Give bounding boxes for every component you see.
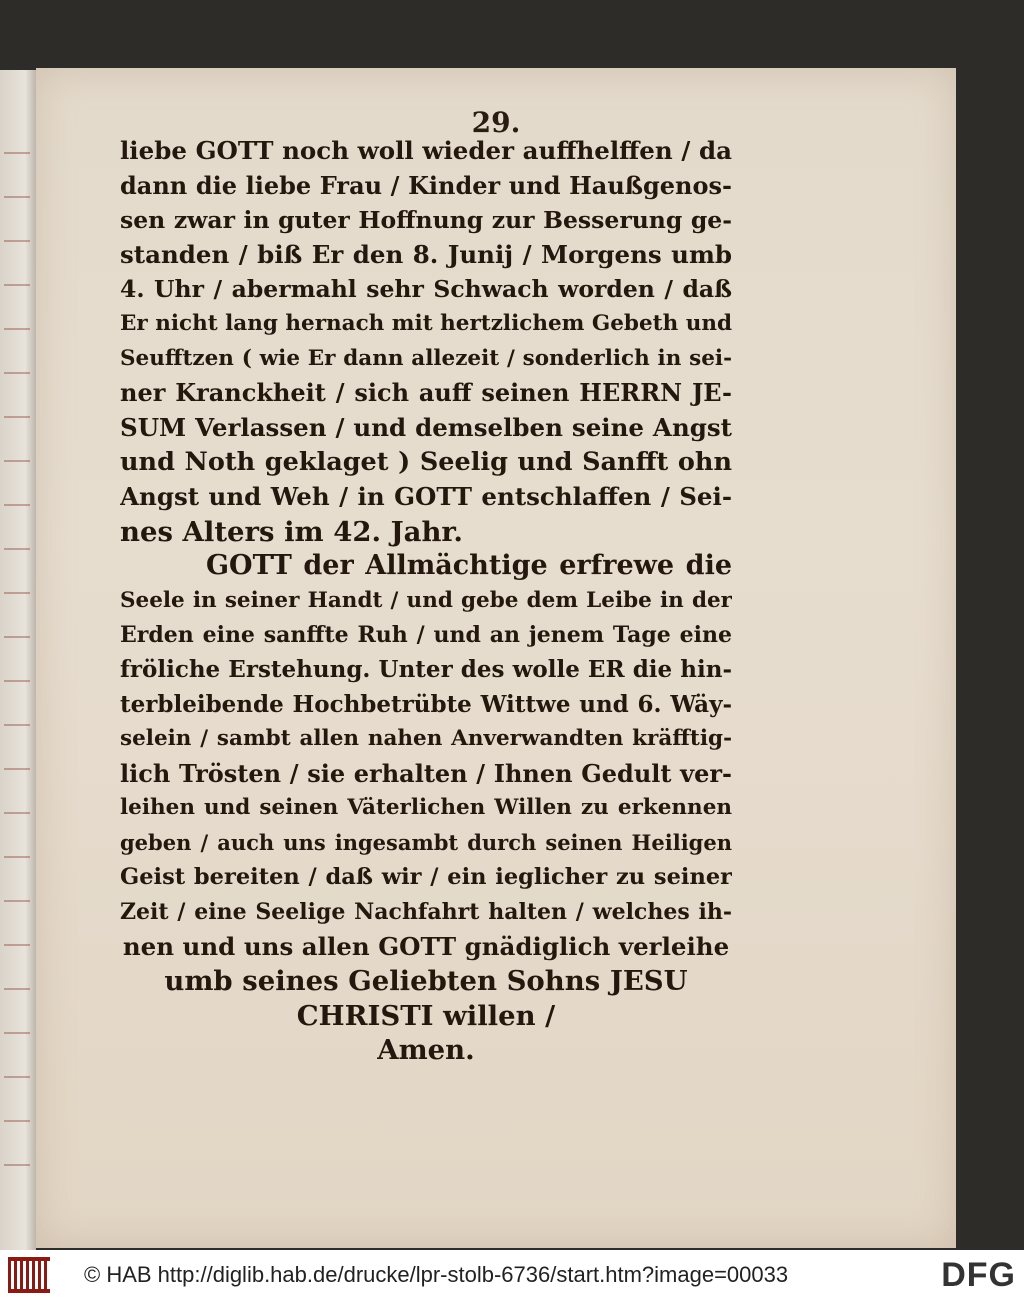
document-page	[36, 68, 956, 1248]
text-line: Geist bereiten / daß wir / ein ieglicher zu seiner	[120, 864, 732, 891]
text-line: und Noth geklaget ) Seelig und Sanfft ohn	[120, 447, 732, 478]
text-line: sen zwar in guter Hoffnung zur Besserung ge-	[120, 206, 732, 235]
dfg-logo: DFG	[941, 1256, 1016, 1294]
text-line: Amen.	[377, 1034, 475, 1067]
footer-bar	[0, 1250, 1024, 1300]
text-line: selein / sambt allen nahen Anverwandten kräfftig-	[120, 726, 732, 752]
text-line: 4. Uhr / abermahl sehr Schwach worden / daß	[120, 275, 732, 304]
text-line: Er nicht lang hernach mit hertzlichem Gebeth und	[120, 310, 732, 336]
text-line: lich Trösten / sie erhalten / Ihnen Gedult ver-	[120, 758, 732, 788]
body-text	[120, 134, 732, 1068]
text-line: dann die liebe Frau / Kinder und Haußgenos-	[120, 170, 732, 200]
page-number: 29.	[471, 106, 521, 139]
text-line: leihen und seinen Väterlichen Willen zu erkennen	[120, 795, 732, 821]
adjacent-page-edge	[0, 70, 36, 1250]
text-line: fröliche Erstehung. Unter des wolle ER die hin-	[120, 655, 732, 683]
text-line: umb seines Geliebten Sohns JESU	[164, 965, 688, 998]
barcode-icon	[8, 1257, 50, 1293]
footer-credit-link[interactable]: © HAB http://diglib.hab.de/drucke/lpr-stolb-6736/start.htm?image=00033	[84, 1262, 789, 1287]
text-line: nes Alters im 42. Jahr.	[120, 515, 463, 548]
text-line: GOTT der Allmächtige erfrewe die	[206, 550, 732, 582]
text-line: CHRISTI willen /	[296, 999, 556, 1032]
text-line: Angst und Weh / in GOTT entschlaffen / Sei-	[120, 481, 732, 511]
text-line: nen und uns allen GOTT gnädiglich verleihe	[122, 931, 730, 961]
text-line: Zeit / eine Seelige Nachfahrt halten / welches ih-	[120, 899, 732, 926]
text-line: Seele in seiner Handt / und gebe dem Leibe in der	[120, 587, 732, 613]
text-line: liebe GOTT noch woll wieder auffhelffen / da	[120, 136, 732, 165]
text-line: Seufftzen ( wie Er dann allezeit / sonderlich in sei-	[120, 345, 732, 371]
text-line: geben / auch uns ingesambt durch seinen Heiligen	[120, 829, 732, 855]
text-line: ner Kranckheit / sich auff seinen HERRN JE-	[120, 378, 732, 408]
text-line: standen / biß Er den 8. Junij / Morgens umb	[120, 239, 732, 269]
adjacent-page-text	[4, 130, 30, 1190]
text-line: Erden eine sanffte Ruh / und an jenem Tage eine	[120, 622, 732, 649]
text-line: SUM Verlassen / und demselben seine Angst	[120, 412, 732, 442]
text-line: terbleibende Hochbetrübte Wittwe und 6. Wäy-	[120, 690, 732, 718]
